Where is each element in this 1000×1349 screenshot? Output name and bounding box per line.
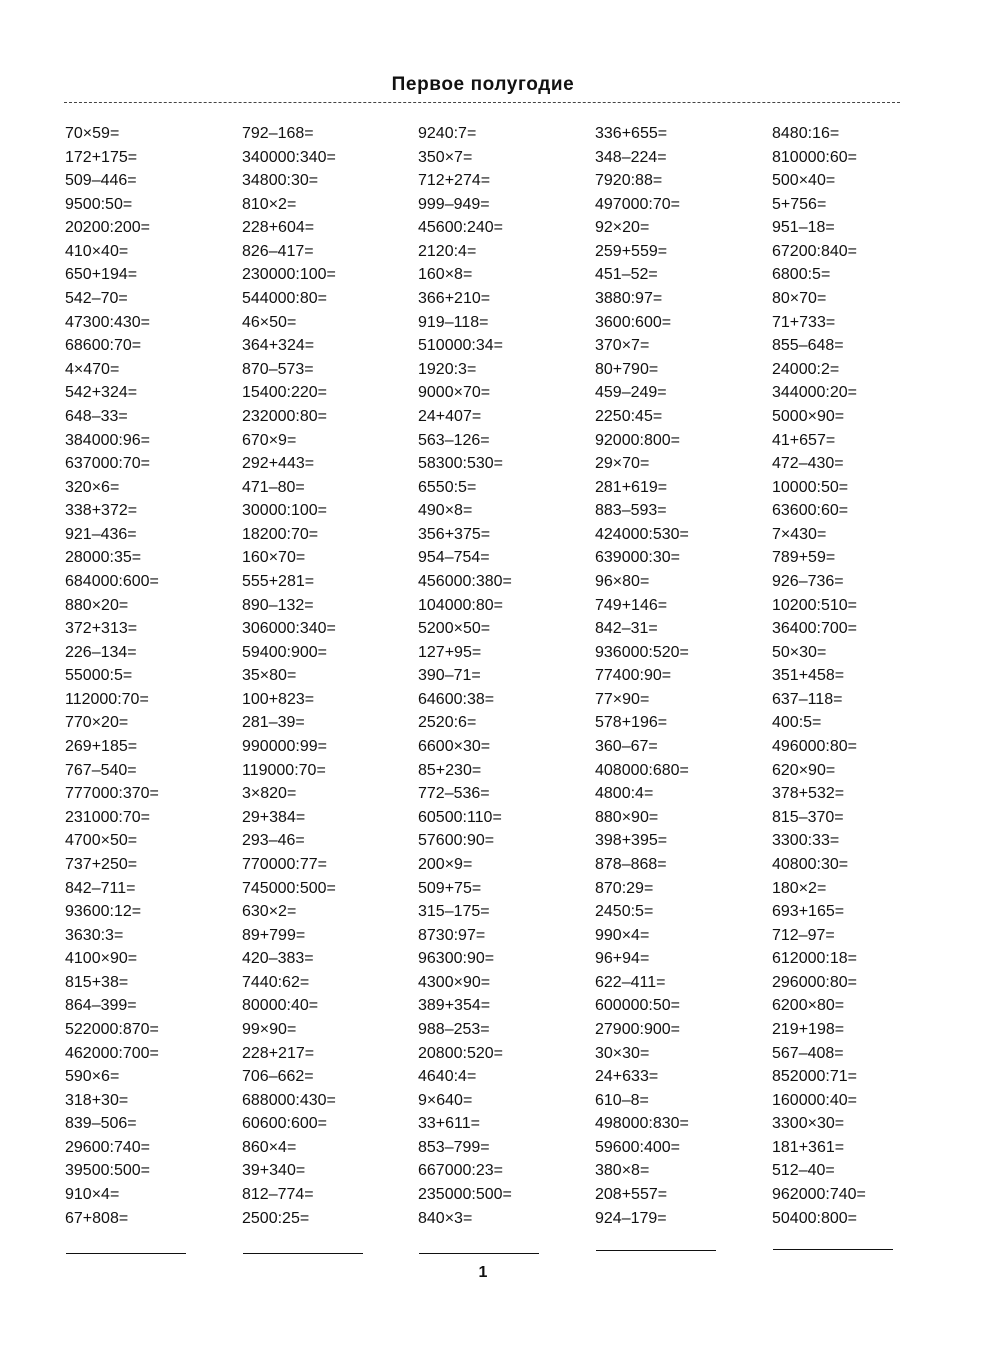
math-exercise: 890–132= bbox=[242, 596, 314, 614]
math-exercise: 40800:30= bbox=[772, 855, 849, 873]
math-exercise: 9240:7= bbox=[418, 125, 477, 142]
math-exercise: 2450:5= bbox=[595, 903, 654, 921]
math-exercise: 471–80= bbox=[242, 478, 305, 496]
math-exercise: 67200:840= bbox=[772, 242, 857, 260]
page-title: Первое полугодие bbox=[391, 74, 575, 95]
math-exercise: 30×30= bbox=[595, 1044, 650, 1062]
math-exercise: 340000:340= bbox=[242, 148, 336, 166]
math-exercise: 510000:34= bbox=[418, 337, 503, 355]
math-exercise: 999–949= bbox=[418, 195, 490, 213]
math-exercise: 380×8= bbox=[595, 1162, 650, 1180]
math-exercise: 60500:110= bbox=[418, 808, 502, 826]
math-exercise: 344000:20= bbox=[772, 384, 857, 402]
math-exercise: 810000:60= bbox=[772, 148, 857, 166]
math-exercise: 749+146= bbox=[595, 596, 668, 614]
math-exercise: 812–774= bbox=[242, 1186, 314, 1204]
math-exercise: 259+559= bbox=[595, 242, 668, 260]
math-exercise: 70×59= bbox=[65, 125, 120, 142]
math-exercise: 2520:6= bbox=[418, 714, 477, 732]
math-exercise: 842–31= bbox=[595, 620, 658, 638]
math-exercise: 64600:38= bbox=[418, 690, 495, 708]
math-exercise: 712+274= bbox=[418, 172, 491, 190]
math-exercise: 8480:16= bbox=[772, 125, 840, 142]
math-exercise: 3630:3= bbox=[65, 926, 124, 944]
math-exercise: 610–8= bbox=[595, 1091, 649, 1109]
math-exercise: 910×4= bbox=[65, 1186, 120, 1204]
math-exercise: 68600:70= bbox=[65, 337, 142, 355]
math-exercise: 424000:530= bbox=[595, 525, 689, 543]
math-exercise: 4800:4= bbox=[595, 785, 654, 803]
math-exercise: 542–70= bbox=[65, 290, 128, 308]
math-exercise: 693+165= bbox=[772, 903, 845, 921]
math-exercise: 878–868= bbox=[595, 855, 667, 873]
math-exercise: 80+790= bbox=[595, 360, 659, 378]
math-exercise: 293–46= bbox=[242, 832, 305, 850]
math-exercise: 99×90= bbox=[242, 1020, 297, 1038]
math-exercise: 815+38= bbox=[65, 973, 129, 991]
math-exercise: 9500:50= bbox=[65, 195, 133, 213]
math-exercise: 24000:2= bbox=[772, 360, 840, 378]
math-exercise: 181+361= bbox=[772, 1138, 845, 1156]
math-exercise: 864–399= bbox=[65, 997, 137, 1015]
math-exercise: 372+313= bbox=[65, 620, 138, 638]
math-exercise: 24+407= bbox=[418, 407, 482, 425]
math-exercise: 296000:80= bbox=[772, 973, 857, 991]
math-exercise: 208+557= bbox=[595, 1186, 668, 1204]
math-exercise: 639000:30= bbox=[595, 549, 680, 567]
math-exercise: 880×20= bbox=[65, 596, 129, 614]
math-exercise: 883–593= bbox=[595, 502, 667, 520]
math-exercise: 336+655= bbox=[595, 125, 668, 142]
math-exercise: 104000:80= bbox=[418, 596, 503, 614]
math-exercise: 4×470= bbox=[65, 360, 120, 378]
math-exercise: 3300×30= bbox=[772, 1115, 845, 1133]
math-exercise: 34800:30= bbox=[242, 172, 319, 190]
math-exercise: 630×2= bbox=[242, 903, 297, 921]
math-exercise: 4100×90= bbox=[65, 950, 138, 968]
math-exercise: 390–71= bbox=[418, 667, 481, 685]
math-exercise: 366+210= bbox=[418, 290, 491, 308]
math-exercise: 462000:700= bbox=[65, 1044, 159, 1062]
math-exercise: 63600:60= bbox=[772, 502, 849, 520]
answer-line bbox=[773, 1249, 893, 1250]
math-exercise: 96×80= bbox=[595, 572, 650, 590]
math-exercise: 318+30= bbox=[65, 1091, 129, 1109]
math-exercise: 936000:520= bbox=[595, 643, 689, 661]
math-exercise: 951–18= bbox=[772, 219, 835, 237]
math-exercise: 555+281= bbox=[242, 572, 315, 590]
math-exercise: 7440:62= bbox=[242, 973, 310, 991]
math-exercise: 231000:70= bbox=[65, 808, 150, 826]
math-exercise: 544000:80= bbox=[242, 290, 327, 308]
math-exercise: 77×90= bbox=[595, 690, 650, 708]
math-exercise: 509+75= bbox=[418, 879, 482, 897]
math-exercise: 4700×50= bbox=[65, 832, 138, 850]
math-exercise: 4300×90= bbox=[418, 973, 491, 991]
math-exercise: 338+372= bbox=[65, 502, 138, 520]
math-exercise: 512–40= bbox=[772, 1162, 835, 1180]
math-exercise: 7×430= bbox=[772, 525, 827, 543]
math-exercise: 745000:500= bbox=[242, 879, 336, 897]
math-exercise: 810×2= bbox=[242, 195, 297, 213]
math-exercise: 93600:12= bbox=[65, 903, 142, 921]
math-exercise: 688000:430= bbox=[242, 1091, 336, 1109]
math-exercise: 30000:100= bbox=[242, 502, 327, 520]
math-exercise: 18200:70= bbox=[242, 525, 319, 543]
math-exercise: 637–118= bbox=[772, 690, 843, 708]
math-exercise: 364+324= bbox=[242, 337, 315, 355]
math-exercise: 80000:40= bbox=[242, 997, 319, 1015]
math-exercise: 41+657= bbox=[772, 431, 836, 449]
math-exercise: 59400:900= bbox=[242, 643, 327, 661]
math-exercise: 826–417= bbox=[242, 242, 314, 260]
math-exercise: 58300:530= bbox=[418, 455, 503, 473]
math-exercise: 100+823= bbox=[242, 690, 315, 708]
math-exercise: 990×4= bbox=[595, 926, 650, 944]
math-exercise: 4640:4= bbox=[418, 1068, 477, 1086]
math-exercise: 160×70= bbox=[242, 549, 306, 567]
math-exercise: 3880:97= bbox=[595, 290, 663, 308]
exercise-column-1 bbox=[65, 122, 235, 1230]
math-exercise: 384000:96= bbox=[65, 431, 150, 449]
math-exercise: 15400:220= bbox=[242, 384, 327, 402]
math-exercise: 119000:70= bbox=[242, 761, 326, 779]
math-exercise: 400:5= bbox=[772, 714, 822, 732]
math-exercise: 919–118= bbox=[418, 313, 489, 331]
math-exercise: 921–436= bbox=[65, 525, 137, 543]
math-exercise: 47300:430= bbox=[65, 313, 150, 331]
math-exercise: 839–506= bbox=[65, 1115, 137, 1133]
math-exercise: 92000:800= bbox=[595, 431, 680, 449]
math-exercise: 50400:800= bbox=[772, 1209, 857, 1227]
math-exercise: 852000:71= bbox=[772, 1068, 857, 1086]
math-exercise: 378+532= bbox=[772, 785, 845, 803]
math-exercise: 50×30= bbox=[772, 643, 827, 661]
math-exercise: 924–179= bbox=[595, 1209, 667, 1227]
math-exercise: 770×20= bbox=[65, 714, 129, 732]
exercise-column-4 bbox=[595, 122, 765, 1230]
math-exercise: 389+354= bbox=[418, 997, 491, 1015]
math-exercise: 226–134= bbox=[65, 643, 137, 661]
math-exercise: 3×820= bbox=[242, 785, 297, 803]
math-exercise: 33+611= bbox=[418, 1115, 480, 1133]
math-exercise: 39500:500= bbox=[65, 1162, 150, 1180]
math-exercise: 2250:45= bbox=[595, 407, 663, 425]
math-exercise: 35×80= bbox=[242, 667, 297, 685]
math-exercise: 370×7= bbox=[595, 337, 650, 355]
math-exercise: 870:29= bbox=[595, 879, 654, 897]
math-exercise: 772–536= bbox=[418, 785, 490, 803]
math-exercise: 200×9= bbox=[418, 855, 473, 873]
math-exercise: 988–253= bbox=[418, 1020, 490, 1038]
answer-line bbox=[419, 1253, 539, 1254]
math-exercise: 542+324= bbox=[65, 384, 138, 402]
math-exercise: 360–67= bbox=[595, 738, 658, 756]
math-exercise: 408000:680= bbox=[595, 761, 689, 779]
math-exercise: 737+250= bbox=[65, 855, 138, 873]
math-exercise: 648–33= bbox=[65, 407, 128, 425]
math-exercise: 9000×70= bbox=[418, 384, 491, 402]
math-exercise: 2120:4= bbox=[418, 242, 477, 260]
math-exercise: 7920:88= bbox=[595, 172, 663, 190]
math-exercise: 954–754= bbox=[418, 549, 490, 567]
math-exercise: 3600:600= bbox=[595, 313, 672, 331]
math-exercise: 127+95= bbox=[418, 643, 482, 661]
math-exercise: 172+175= bbox=[65, 148, 138, 166]
math-exercise: 770000:77= bbox=[242, 855, 327, 873]
math-exercise: 870–573= bbox=[242, 360, 314, 378]
math-exercise: 410×40= bbox=[65, 242, 129, 260]
math-exercise: 92×20= bbox=[595, 219, 650, 237]
exercise-column-5 bbox=[772, 122, 942, 1230]
math-exercise: 398+395= bbox=[595, 832, 668, 850]
math-exercise: 451–52= bbox=[595, 266, 658, 284]
math-exercise: 667000:23= bbox=[418, 1162, 503, 1180]
math-exercise: 926–736= bbox=[772, 572, 844, 590]
math-exercise: 112000:70= bbox=[65, 690, 149, 708]
exercise-column-2 bbox=[242, 122, 412, 1230]
math-exercise: 281–39= bbox=[242, 714, 305, 732]
math-exercise: 219+198= bbox=[772, 1020, 845, 1038]
math-exercise: 650+194= bbox=[65, 266, 138, 284]
math-exercise: 96300:90= bbox=[418, 950, 495, 968]
math-exercise: 5200×50= bbox=[418, 620, 491, 638]
math-exercise: 789+59= bbox=[772, 549, 836, 567]
math-exercise: 55000:5= bbox=[65, 667, 133, 685]
math-exercise: 490×8= bbox=[418, 502, 473, 520]
math-exercise: 27900:900= bbox=[595, 1020, 680, 1038]
math-exercise: 57600:90= bbox=[418, 832, 495, 850]
math-exercise: 29+384= bbox=[242, 808, 306, 826]
math-exercise: 160×8= bbox=[418, 266, 473, 284]
answer-line bbox=[596, 1250, 716, 1251]
math-exercise: 860×4= bbox=[242, 1138, 297, 1156]
page-number: 1 bbox=[478, 1264, 488, 1281]
math-exercise: 6600×30= bbox=[418, 738, 491, 756]
math-exercise: 840×3= bbox=[418, 1209, 473, 1227]
math-exercise: 590×6= bbox=[65, 1068, 120, 1086]
math-exercise: 3300:33= bbox=[772, 832, 840, 850]
math-exercise: 180×2= bbox=[772, 879, 827, 897]
math-exercise: 522000:870= bbox=[65, 1020, 159, 1038]
math-exercise: 80×70= bbox=[772, 290, 827, 308]
math-exercise: 89+799= bbox=[242, 926, 306, 944]
math-exercise: 670×9= bbox=[242, 431, 297, 449]
dashed-divider bbox=[64, 102, 900, 103]
math-exercise: 962000:740= bbox=[772, 1186, 866, 1204]
math-exercise: 6200×80= bbox=[772, 997, 845, 1015]
math-exercise: 420–383= bbox=[242, 950, 314, 968]
math-exercise: 880×90= bbox=[595, 808, 659, 826]
math-exercise: 684000:600= bbox=[65, 572, 159, 590]
math-exercise: 600000:50= bbox=[595, 997, 680, 1015]
math-exercise: 853–799= bbox=[418, 1138, 490, 1156]
math-exercise: 85+230= bbox=[418, 761, 482, 779]
math-exercise: 500×40= bbox=[772, 172, 836, 190]
answer-line bbox=[243, 1253, 363, 1254]
math-exercise: 472–430= bbox=[772, 455, 844, 473]
math-exercise: 509–446= bbox=[65, 172, 137, 190]
math-exercise: 842–711= bbox=[65, 879, 136, 897]
math-exercise: 1920:3= bbox=[418, 360, 477, 378]
math-exercise: 20200:200= bbox=[65, 219, 150, 237]
math-exercise: 348–224= bbox=[595, 148, 667, 166]
math-exercise: 815–370= bbox=[772, 808, 844, 826]
math-exercise: 46×50= bbox=[242, 313, 297, 331]
math-exercise: 8730:97= bbox=[418, 926, 486, 944]
math-exercise: 567–408= bbox=[772, 1044, 844, 1062]
math-exercise: 269+185= bbox=[65, 738, 138, 756]
math-exercise: 230000:100= bbox=[242, 266, 336, 284]
math-exercise: 281+619= bbox=[595, 478, 668, 496]
math-exercise: 10000:50= bbox=[772, 478, 849, 496]
math-exercise: 498000:830= bbox=[595, 1115, 689, 1133]
math-exercise: 71+733= bbox=[772, 313, 836, 331]
math-exercise: 351+458= bbox=[772, 667, 845, 685]
math-exercise: 45600:240= bbox=[418, 219, 503, 237]
math-exercise: 459–249= bbox=[595, 384, 667, 402]
math-exercise: 622–411= bbox=[595, 973, 666, 991]
math-exercise: 60600:600= bbox=[242, 1115, 327, 1133]
math-exercise: 320×6= bbox=[65, 478, 120, 496]
math-exercise: 160000:40= bbox=[772, 1091, 857, 1109]
math-exercise: 620×90= bbox=[772, 761, 836, 779]
math-exercise: 5+756= bbox=[772, 195, 827, 213]
math-exercise: 578+196= bbox=[595, 714, 668, 732]
math-exercise: 235000:500= bbox=[418, 1186, 512, 1204]
math-exercise: 497000:70= bbox=[595, 195, 680, 213]
math-exercise: 28000:35= bbox=[65, 549, 142, 567]
math-exercise: 29×70= bbox=[595, 455, 650, 473]
math-exercise: 990000:99= bbox=[242, 738, 327, 756]
math-exercise: 228+217= bbox=[242, 1044, 315, 1062]
math-exercise: 59600:400= bbox=[595, 1138, 680, 1156]
math-exercise: 612000:18= bbox=[772, 950, 857, 968]
math-exercise: 24+633= bbox=[595, 1068, 659, 1086]
math-exercise: 6800:5= bbox=[772, 266, 831, 284]
math-exercise: 5000×90= bbox=[772, 407, 845, 425]
math-exercise: 767–540= bbox=[65, 761, 137, 779]
math-exercise: 39+340= bbox=[242, 1162, 306, 1180]
math-exercise: 20800:520= bbox=[418, 1044, 503, 1062]
math-exercise: 792–168= bbox=[242, 125, 314, 142]
math-exercise: 777000:370= bbox=[65, 785, 159, 803]
math-exercise: 228+604= bbox=[242, 219, 315, 237]
math-exercise: 36400:700= bbox=[772, 620, 857, 638]
math-exercise: 232000:80= bbox=[242, 407, 327, 425]
math-exercise: 10200:510= bbox=[772, 596, 857, 614]
math-exercise: 29600:740= bbox=[65, 1138, 150, 1156]
math-exercise: 563–126= bbox=[418, 431, 490, 449]
math-exercise: 496000:80= bbox=[772, 738, 857, 756]
math-exercise: 855–648= bbox=[772, 337, 844, 355]
math-exercise: 350×7= bbox=[418, 148, 473, 166]
math-exercise: 315–175= bbox=[418, 903, 490, 921]
math-exercise: 637000:70= bbox=[65, 455, 150, 473]
math-exercise: 67+808= bbox=[65, 1209, 129, 1227]
math-exercise: 456000:380= bbox=[418, 572, 512, 590]
exercise-column-3 bbox=[418, 122, 588, 1230]
math-exercise: 356+375= bbox=[418, 525, 491, 543]
math-exercise: 77400:90= bbox=[595, 667, 672, 685]
math-exercise: 292+443= bbox=[242, 455, 315, 473]
math-exercise: 2500:25= bbox=[242, 1209, 310, 1227]
math-exercise: 6550:5= bbox=[418, 478, 477, 496]
answer-line bbox=[66, 1253, 186, 1254]
math-exercise: 306000:340= bbox=[242, 620, 336, 638]
math-exercise: 96+94= bbox=[595, 950, 650, 968]
math-exercise: 9×640= bbox=[418, 1091, 473, 1109]
math-exercise: 712–97= bbox=[772, 926, 835, 944]
math-exercise: 706–662= bbox=[242, 1068, 314, 1086]
